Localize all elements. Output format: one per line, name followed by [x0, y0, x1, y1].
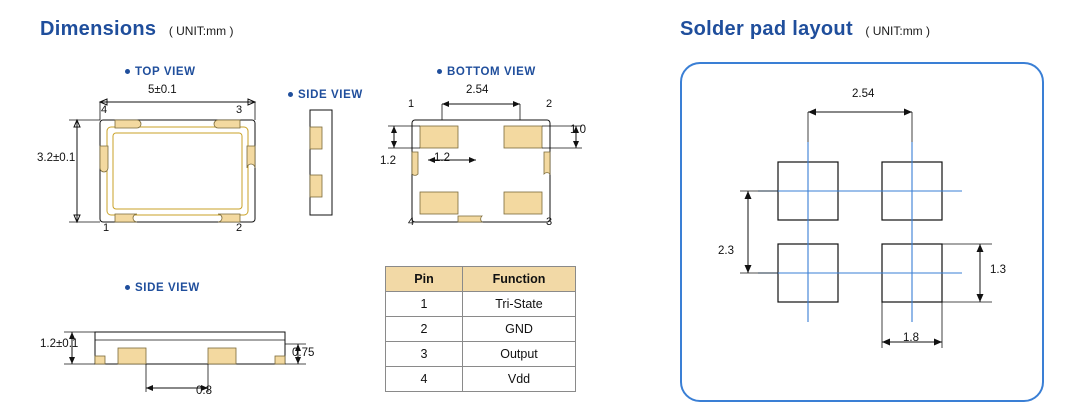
side-view-1-drawing: [300, 105, 350, 220]
dimensions-unit: ( UNIT:mm ): [168, 24, 234, 38]
bottom-pin-2: 2: [546, 98, 553, 110]
side-pad-height-dim: 0.75: [292, 347, 315, 359]
top-view-text: TOP VIEW: [135, 66, 196, 78]
bottom-edge-dim: 1.0: [570, 124, 586, 136]
top-pin-2: 2: [236, 222, 243, 234]
pin-number: 3: [386, 342, 463, 367]
bullet-icon: [288, 92, 293, 97]
top-view-label: [125, 62, 196, 80]
pin-function-table: [385, 266, 576, 392]
side-view-1-text: SIDE VIEW: [298, 89, 363, 101]
solder-pitch-dim: 2.54: [852, 88, 875, 100]
solder-pad-panel-header: [680, 18, 930, 41]
bottom-pad-width-dim: 1.2: [434, 152, 450, 164]
side-view-1-label: [288, 85, 363, 103]
table-header-row: [386, 267, 576, 292]
top-pin-4: 4: [101, 104, 108, 116]
table-header-pin: Pin: [386, 267, 463, 292]
pin-function: GND: [463, 317, 576, 342]
pin-number: 1: [386, 292, 463, 317]
solder-pad-title: Solder pad layout: [680, 18, 853, 40]
bottom-pad-row-dim: 1.2: [380, 155, 396, 167]
dimensions-panel: [40, 18, 233, 41]
top-pin-1: 1: [103, 222, 110, 234]
bottom-view-drawing: [380, 82, 610, 242]
table-row: [386, 342, 576, 367]
side-thickness-dim: 1.2±0.1: [40, 338, 79, 350]
bullet-icon: [125, 285, 130, 290]
bottom-pin-1: 1: [408, 98, 415, 110]
top-view-drawing: [55, 82, 285, 242]
bottom-pitch-dim: 2.54: [466, 84, 489, 96]
solder-pad-width-dim: 1.8: [903, 332, 919, 344]
table-row: [386, 292, 576, 317]
top-width-dim: 5±0.1: [148, 84, 177, 96]
table-row: [386, 317, 576, 342]
bullet-icon: [125, 69, 130, 74]
bottom-view-label: [437, 62, 536, 80]
bottom-pin-3: 3: [546, 216, 553, 228]
side-view-2-text: SIDE VIEW: [135, 282, 200, 294]
solder-pad-height-dim: 1.3: [990, 264, 1006, 276]
table-row: [386, 367, 576, 392]
solder-pad-unit: ( UNIT:mm ): [865, 24, 931, 38]
dimensions-title: Dimensions: [40, 18, 157, 40]
top-height-dim: 3.2±0.1: [37, 152, 76, 164]
pin-number: 2: [386, 317, 463, 342]
solder-height-dim: 2.3: [718, 245, 734, 257]
bottom-view-text: BOTTOM VIEW: [447, 66, 536, 78]
pin-function: Output: [463, 342, 576, 367]
pin-function: Tri-State: [463, 292, 576, 317]
solder-pad-drawing: [700, 80, 1030, 380]
pin-number: 4: [386, 367, 463, 392]
top-pin-3: 3: [236, 104, 243, 116]
pin-function: Vdd: [463, 367, 576, 392]
side-view-2-drawing: [40, 300, 320, 410]
side-view-2-label: [125, 278, 200, 296]
bullet-icon: [437, 69, 442, 74]
table-header-function: Function: [463, 267, 576, 292]
bottom-pin-4: 4: [408, 216, 415, 228]
side-pad-width-dim: 0.8: [196, 385, 212, 397]
